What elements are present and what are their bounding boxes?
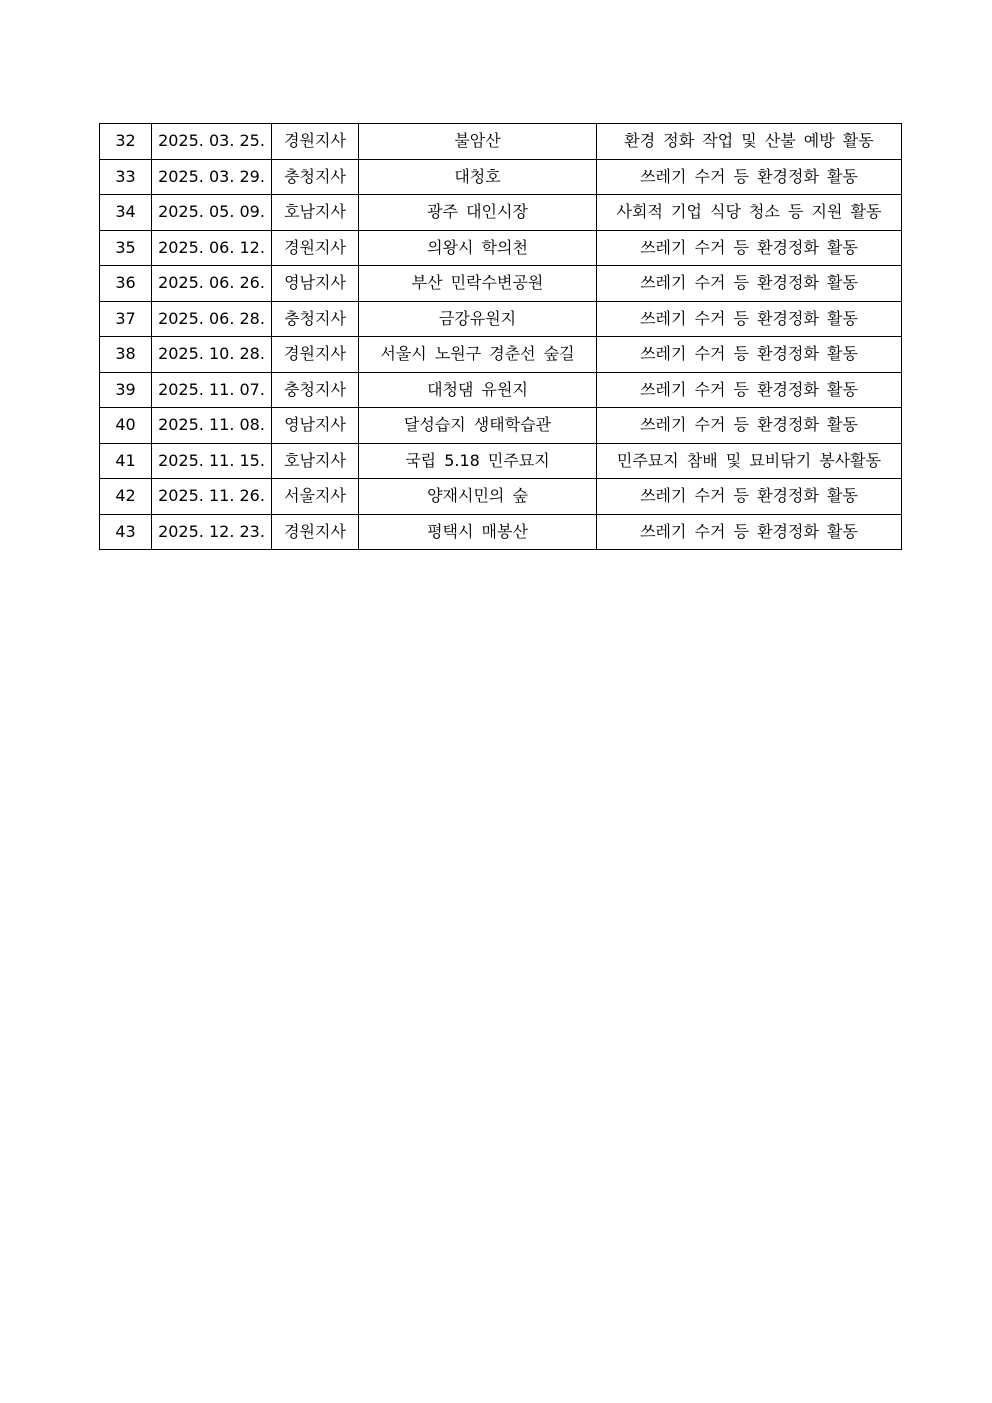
row-branch: 영남지사 <box>272 408 359 444</box>
row-date: 2025. 03. 29. <box>152 159 272 195</box>
table-body <box>100 124 902 550</box>
table-row <box>100 408 902 444</box>
row-branch: 경원지사 <box>272 230 359 266</box>
row-activity: 민주묘지 참배 및 묘비닦기 봉사활동 <box>597 443 902 479</box>
row-number: 32 <box>100 124 152 160</box>
table-row <box>100 372 902 408</box>
row-branch: 경원지사 <box>272 514 359 550</box>
row-number: 39 <box>100 372 152 408</box>
row-place: 부산 민락수변공원 <box>359 266 597 302</box>
row-date: 2025. 06. 28. <box>152 301 272 337</box>
table-row <box>100 159 902 195</box>
row-number: 42 <box>100 479 152 515</box>
row-number: 40 <box>100 408 152 444</box>
row-activity: 쓰레기 수거 등 환경정화 활동 <box>597 514 902 550</box>
row-branch: 경원지사 <box>272 124 359 160</box>
row-date: 2025. 05. 09. <box>152 195 272 231</box>
row-activity: 쓰레기 수거 등 환경정화 활동 <box>597 301 902 337</box>
row-activity: 쓰레기 수거 등 환경정화 활동 <box>597 372 902 408</box>
row-activity: 사회적 기업 식당 청소 등 지원 활동 <box>597 195 902 231</box>
row-place: 금강유원지 <box>359 301 597 337</box>
row-branch: 충청지사 <box>272 372 359 408</box>
table-row <box>100 301 902 337</box>
row-place: 달성습지 생태학습관 <box>359 408 597 444</box>
row-number: 33 <box>100 159 152 195</box>
row-date: 2025. 06. 26. <box>152 266 272 302</box>
row-activity: 쓰레기 수거 등 환경정화 활동 <box>597 337 902 373</box>
row-place: 의왕시 학의천 <box>359 230 597 266</box>
row-activity: 쓰레기 수거 등 환경정화 활동 <box>597 479 902 515</box>
row-branch: 경원지사 <box>272 337 359 373</box>
row-number: 43 <box>100 514 152 550</box>
table-row <box>100 443 902 479</box>
row-place: 불암산 <box>359 124 597 160</box>
row-date: 2025. 12. 23. <box>152 514 272 550</box>
table-row <box>100 124 902 160</box>
row-place: 평택시 매봉산 <box>359 514 597 550</box>
row-activity: 쓰레기 수거 등 환경정화 활동 <box>597 266 902 302</box>
row-activity: 쓰레기 수거 등 환경정화 활동 <box>597 408 902 444</box>
table-row <box>100 337 902 373</box>
row-branch: 호남지사 <box>272 443 359 479</box>
row-branch: 충청지사 <box>272 159 359 195</box>
row-date: 2025. 06. 12. <box>152 230 272 266</box>
row-place: 대청호 <box>359 159 597 195</box>
table-row <box>100 479 902 515</box>
table-row <box>100 514 902 550</box>
row-place: 광주 대인시장 <box>359 195 597 231</box>
row-number: 38 <box>100 337 152 373</box>
row-number: 41 <box>100 443 152 479</box>
row-activity: 쓰레기 수거 등 환경정화 활동 <box>597 230 902 266</box>
row-place: 양재시민의 숲 <box>359 479 597 515</box>
row-branch: 영남지사 <box>272 266 359 302</box>
row-number: 37 <box>100 301 152 337</box>
table-row <box>100 230 902 266</box>
row-date: 2025. 11. 15. <box>152 443 272 479</box>
table-row <box>100 266 902 302</box>
row-date: 2025. 11. 26. <box>152 479 272 515</box>
activity-table <box>99 123 902 550</box>
row-place: 대청댐 유원지 <box>359 372 597 408</box>
row-date: 2025. 11. 08. <box>152 408 272 444</box>
row-date: 2025. 11. 07. <box>152 372 272 408</box>
row-branch: 서울지사 <box>272 479 359 515</box>
row-date: 2025. 03. 25. <box>152 124 272 160</box>
row-number: 34 <box>100 195 152 231</box>
row-place: 국립 5.18 민주묘지 <box>359 443 597 479</box>
row-date: 2025. 10. 28. <box>152 337 272 373</box>
row-number: 36 <box>100 266 152 302</box>
table-row <box>100 195 902 231</box>
row-branch: 충청지사 <box>272 301 359 337</box>
row-place: 서울시 노원구 경춘선 숲길 <box>359 337 597 373</box>
row-activity: 환경 정화 작업 및 산불 예방 활동 <box>597 124 902 160</box>
row-branch: 호남지사 <box>272 195 359 231</box>
row-activity: 쓰레기 수거 등 환경정화 활동 <box>597 159 902 195</box>
row-number: 35 <box>100 230 152 266</box>
